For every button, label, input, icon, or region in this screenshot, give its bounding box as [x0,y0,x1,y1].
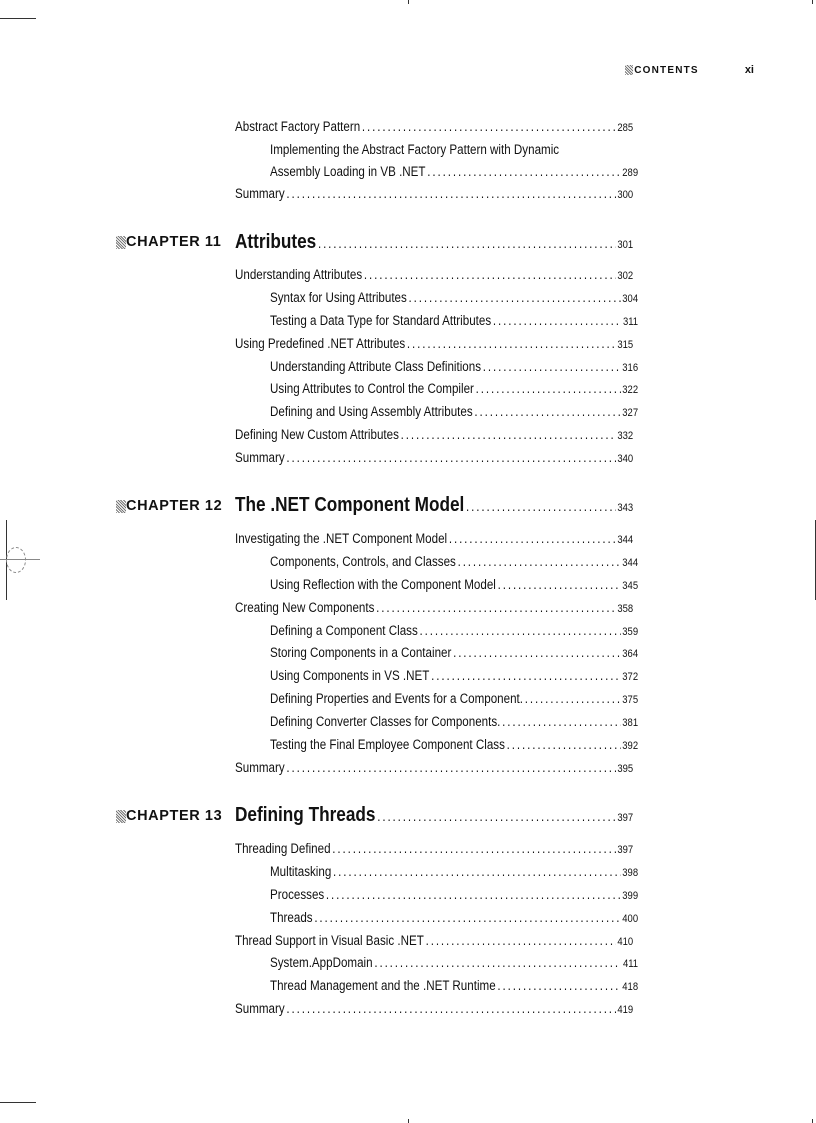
entry-page: 311 [622,316,639,328]
entry-title: Investigating the .NET Component Model [235,531,448,546]
entry-page: 364 [622,648,639,660]
entry-page: 381 [622,717,639,729]
entry-page: 372 [622,671,639,683]
entry-title: Defining and Using Assembly Attributes [270,404,473,419]
toc-subentry[interactable] [270,954,638,973]
entry-title: Defining Properties and Events for a Component. [270,691,523,706]
entry-page: 397 [617,844,634,856]
pattern-square-icon [116,810,126,823]
entry-page: 399 [622,890,639,902]
entry-title: System.AppDomain [270,955,373,970]
entry-title: Threading Defined [235,841,331,856]
entry-page: 419 [617,1004,634,1016]
entry-title: Summary [235,1001,285,1016]
toc-subentry[interactable] [270,863,638,882]
entry-page: 358 [617,603,634,615]
entry-page: 340 [617,453,634,465]
toc-subentry[interactable] [270,644,638,663]
toc-subentry[interactable] [270,553,638,572]
toc-entry-continued[interactable]: Implementing the Abstract Factory Pattern with Dynamic [270,142,560,157]
toc-subentry[interactable] [270,622,638,641]
chapter-label: CHAPTER 12 [116,498,222,514]
toc-entry[interactable] [235,426,633,445]
entry-page: 410 [617,936,634,948]
entry-page: 304 [622,293,639,305]
entry-page: 344 [622,557,639,569]
chapter-label: CHAPTER 11 [116,234,221,250]
entry-page: 327 [622,407,639,419]
toc-entry[interactable] [235,1000,633,1019]
toc-entry[interactable] [235,118,633,137]
chapter-title: Defining Threads [235,804,376,826]
toc-subentry[interactable] [270,736,638,755]
entry-title: Summary [235,450,285,465]
entry-title: Understanding Attribute Class Definitions [270,359,482,374]
toc-entry[interactable] [235,449,633,468]
toc-subentry[interactable] [270,667,638,686]
header-page-number: xi [744,64,754,76]
entry-title: Storing Components in a Container [270,645,452,660]
entry-page: 289 [622,167,639,179]
chapter-title-row[interactable] [235,494,633,517]
entry-page: 411 [622,958,639,970]
toc-subentry[interactable] [270,977,638,996]
entry-page: 418 [622,981,639,993]
running-header [625,62,754,78]
chapter-page: 397 [617,812,634,824]
toc-entry[interactable] [235,530,633,549]
toc-subentry[interactable] [270,403,638,422]
entry-title: Using Predefined .NET Attributes [235,336,406,351]
chapter-label: CHAPTER 13 [116,808,222,824]
entry-page: 300 [617,189,634,201]
entry-title: Summary [235,760,285,775]
entry-title: Thread Support in Visual Basic .NET [235,933,424,948]
entry-page: 316 [622,362,639,374]
toc-entry[interactable] [235,840,633,859]
registration-circle [6,547,26,573]
entry-page: 322 [622,384,639,396]
entry-title: Components, Controls, and Classes [270,554,456,569]
crop-mark [408,1119,409,1123]
entry-page: 359 [622,626,639,638]
entry-title: Defining New Custom Attributes [235,427,399,442]
entry-title: Testing a Data Type for Standard Attributes [270,313,492,328]
entry-title: Processes [270,887,325,902]
entry-page: 400 [622,913,639,925]
toc-subentry[interactable] [270,312,638,331]
entry-title: Testing the Final Employee Component Class [270,737,505,752]
crop-mark [812,0,813,4]
chapter-page: 301 [617,239,634,251]
toc-subentry[interactable] [270,289,638,308]
entry-title: Syntax for Using Attributes [270,290,407,305]
entry-title: Summary [235,186,285,201]
entry-title: Threads [270,910,313,925]
entry-title: Defining a Component Class [270,623,418,638]
entry-page: 375 [622,694,639,706]
toc-entry[interactable] [235,932,633,951]
entry-page: 345 [622,580,639,592]
entry-page: 332 [617,430,634,442]
crop-mark [408,0,409,4]
toc-subentry[interactable] [270,380,638,399]
entry-page: 392 [622,740,639,752]
entry-page: 344 [617,534,634,546]
crop-mark [812,1119,813,1123]
crop-mark [0,18,36,19]
entry-page: 302 [617,270,634,282]
toc-subentry[interactable] [270,713,638,732]
toc-subentry[interactable] [270,163,638,182]
toc-entry[interactable] [235,266,633,285]
pattern-square-icon [625,65,633,75]
toc-entry[interactable] [235,599,633,618]
entry-title: Multitasking [270,864,332,879]
entry-page: 395 [617,763,634,775]
chapter-title-row[interactable] [235,804,633,827]
entry-page: 398 [622,867,639,879]
toc-subentry[interactable] [270,576,638,595]
entry-title: Using Components in VS .NET [270,668,430,683]
crop-mark [0,1102,36,1103]
chapter-title: Attributes [235,231,317,253]
entry-title: Using Reflection with the Component Model [270,577,496,592]
entry-page: 315 [617,339,634,351]
chapter-page: 343 [617,502,634,514]
entry-page: 285 [617,122,634,134]
entry-title: Understanding Attributes [235,267,363,282]
pattern-square-icon [116,500,126,513]
toc-subentry[interactable] [270,358,638,377]
entry-title: Abstract Factory Pattern [235,119,361,134]
chapter-title-row[interactable] [235,231,633,254]
pattern-square-icon [116,236,126,249]
entry-title: Assembly Loading in VB .NET [270,164,426,179]
entry-title: Using Attributes to Control the Compiler [270,381,474,396]
toc-subentry[interactable] [270,886,638,905]
entry-title: Creating New Components [235,600,375,615]
entry-title: Defining Converter Classes for Components. [270,714,501,729]
chapter-title: The .NET Component Model [235,494,465,516]
toc-entry[interactable] [235,185,633,204]
toc-entry[interactable] [235,335,633,354]
header-label: CONTENTS [634,64,699,76]
entry-title: Thread Management and the .NET Runtime [270,978,496,993]
toc-subentry[interactable] [270,909,638,928]
toc-subentry[interactable] [270,690,638,709]
toc-entry[interactable] [235,759,633,778]
